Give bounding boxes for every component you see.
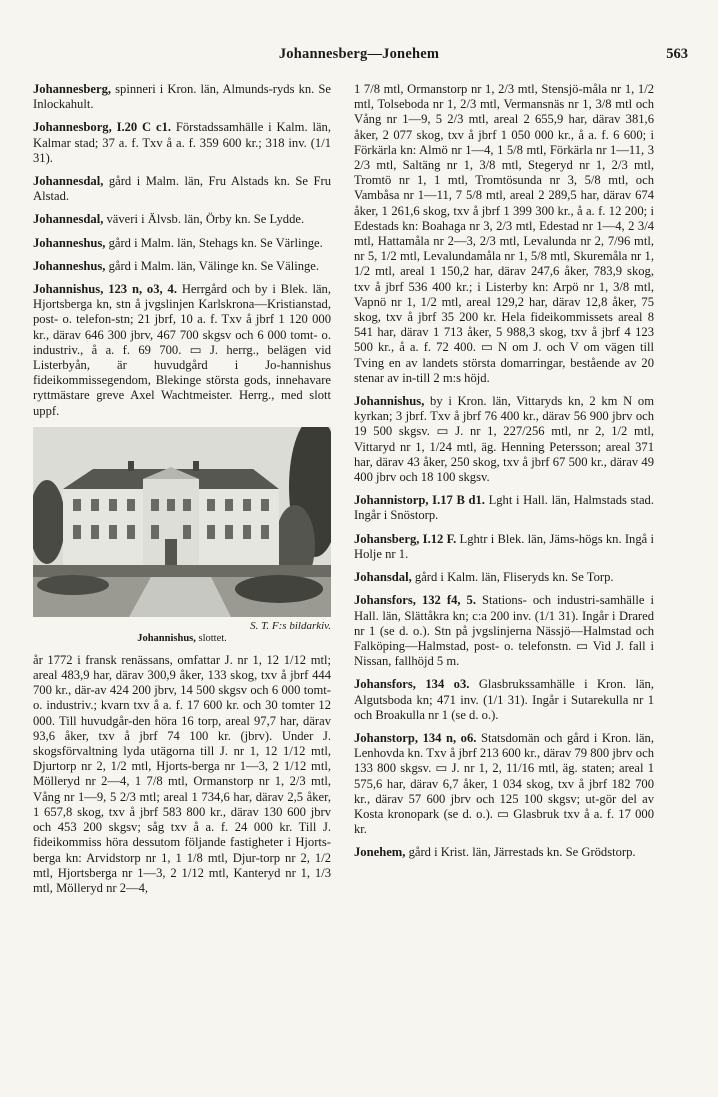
left-column bbox=[33, 82, 331, 904]
running-title: Johannesberg—Jonehem bbox=[278, 46, 440, 62]
entry-text: gård i Malm. län, Stehags kn. Se Värlinge. bbox=[105, 235, 323, 250]
entry bbox=[354, 82, 654, 386]
entry bbox=[33, 82, 331, 112]
entry-headword: Johannesberg, bbox=[33, 82, 112, 96]
entry-headword: Johanneshus, bbox=[33, 235, 106, 250]
entry-text: 1 7/8 mtl, Ormanstorp nr 1, 2/3 mtl, Stensjö-måla nr 1, 1/2 mtl, Tolseboda nr 1, 2/3 mtl, Vermansnäs nr 1, 3/8 mtl och Vång nr 1—9, 5 2/3 mtl, areal 2 655,9 har, därav 381,6 åker, 2 077 skog, txv å jbrf 1 050 000 kr., å a. f. 6 600; i Förkärla kn: Almö nr 1—4, 1 5/8 mtl, Förkärla nr 1—11, 3 2/3 mtl, Saltäng nr 1, 3/8 mtl, Stegeryd nr 1, 2/3 mtl, Tromtö nr 1, 1 mtl, Tromtösunda nr 3, 5/8 mtl, och Vambåsa nr 1—11, 7 5/8 mtl, areal 2 289,5 har, därav 674 åker, 1 261,6 skog, txv å jbrf 1 399 300 kr., å a. f. 12 200; i Edestads kn: Boahaga nr 3, 2/3 mtl, Edestad nr 1—4, 2 3/4 mtl, Hattamåla nr 2—3, 2/3 mtl, Levalunda nr 2, 7/96 mtl, nr 5, 1/2 mtl, Levalundamåla nr 1, 5/8 mtl, Skuremåla nr 1, 1/2 mtl, areal 1 150,2 har, därav 247,6 åker, 783,9 skog, txv å jbrf 536 400 kr.; i Listerby kn: Arpö nr 1, 3/8 mtl, Vapnö nr 1, 1/2 mtl, areal 129,2 har, därav 12,8 åker, 75 skog, txv å jbrf 35 200 kr. Hela fideikommissets areal 8 541 har, därav 1 713 åker, 5 988,3 skog, txv å jbrf 4 123 500 kr., å a. f. 72 400. ▭ N om J. och V om vägen till Tving en av landets största domarringar, bestående av 20 stenar av in-till 2 m:s höjd. bbox=[354, 82, 654, 385]
entry-headword: Johannesborg, I.20 C c1. bbox=[33, 120, 172, 135]
entry bbox=[354, 493, 654, 523]
entry-text: spinneri i Kron. län, Almunds-ryds kn. Se Inlockahult. bbox=[33, 82, 331, 112]
entry-headword: Jonehem, bbox=[354, 845, 406, 860]
entry-headword: Johanstorp, 134 n, o6. bbox=[354, 730, 477, 745]
entry-headword: Johannishus, 123 n, o3, 4. bbox=[33, 282, 177, 297]
entry-text: Stations- och industri-samhälle i Hall. län, Slättåkra kn; c:a 200 inv. (1/1 31). Ingår i Drared nr 1 (se d. o.). Stn på jvgslinjerna Nässjö—Halmstad och Falköping—Halmstad, post- o. telefonstn. ▭ Vid J. fall i Nissan, fallhöjd 5 m. bbox=[354, 593, 654, 669]
entry-headword: Johannishus, bbox=[354, 394, 425, 409]
entry bbox=[354, 394, 654, 485]
caption-rest: slottet. bbox=[195, 632, 227, 644]
entry bbox=[33, 120, 331, 166]
entry bbox=[354, 593, 654, 669]
entry-text: Lght i Hall. län, Halmstads stad. Ingår i Snöstorp. bbox=[354, 493, 654, 523]
entry-text: Förstadssamhälle i Kalm. län, Kalmar stad; 37 a. f. Txv å a. f. 359 600 kr.; 318 inv. (1/1 31). bbox=[33, 120, 331, 165]
right-column bbox=[354, 82, 654, 869]
entry-headword: Johannesdal, bbox=[33, 174, 104, 189]
entry-text: gård i Malm. län, Fru Alstads kn. Se Fru Alstad. bbox=[33, 174, 331, 204]
entry bbox=[354, 532, 654, 562]
entry bbox=[33, 236, 331, 251]
entry-text: Statsdomän och gård i Kron. län, Lenhovda kn. Txv å jbrf 213 600 kr., därav 79 800 jbrv och 133 800 skgsv. ▭ J. nr 1, 2, 11/16 mtl, äg. staten; areal 1 575,6 har, därav 6,7 åker, 1 034 skog, txv å jbrf 182 700 kr., därav 57 600 jbrv och 125 100 skgsv; ut-gör del av Kosta kronopark (se d. o.). ▭ Glasbruk txv å a. f. 17 000 kr. bbox=[354, 730, 654, 837]
entry bbox=[354, 731, 654, 837]
entry bbox=[354, 845, 654, 860]
entry-text: väveri i Älvsb. län, Örby kn. Se Lydde. bbox=[103, 212, 305, 227]
entry bbox=[33, 282, 331, 419]
castle-photo-drawing bbox=[33, 427, 331, 617]
entry bbox=[33, 259, 331, 274]
entry-text: gård i Malm. län, Välinge kn. Se Välinge. bbox=[105, 258, 320, 273]
entry-text: Lghtr i Blek. län, Jäms-högs kn. Ingå i Holje nr 1. bbox=[354, 531, 654, 561]
castle-photo bbox=[33, 427, 331, 617]
entry-headword: Johansfors, 134 o3. bbox=[354, 677, 470, 692]
entry-text: Glasbrukssamhälle i Kron. län, Algutsboda kn; 471 inv. (1/1 31). Ingår i Sutarekulla nr 1 och Broakulla nr 1 (se d. o.). bbox=[354, 677, 654, 722]
entry-headword: Johansberg, I.12 F. bbox=[354, 531, 457, 546]
entry-headword: Johannistorp, I.17 B d1. bbox=[354, 493, 485, 508]
photo-caption bbox=[33, 633, 331, 645]
entry bbox=[33, 174, 331, 204]
entry-headword: Johannesdal, bbox=[33, 212, 104, 227]
photo-credit: S. T. F:s bildarkiv. bbox=[250, 619, 331, 632]
entry-headword: Johansdal, bbox=[354, 570, 412, 585]
entry-headword: Johansfors, 132 f4, 5. bbox=[354, 593, 476, 608]
entry bbox=[354, 570, 654, 585]
entry-text: by i Kron. län, Vittaryds kn, 2 km N om kyrkan; 3 jbrf. Txv å jbrf 76 400 kr., därav 56 900 jbrv och 19 500 skgsv. ▭ J. nr 1, 227/256 mtl, nr 2, 1/2 mtl, Vittaryd nr 1, 1/24 mtl, äg. Henning Petersson; areal 371 har, därav 43 åker, 250 skog, txv å jbrf 67 500 kr., därav 49 400 jbrv och 18 100 skgsv. bbox=[354, 394, 654, 485]
caption-bold: Johannishus, bbox=[137, 632, 196, 644]
entry-continuation: år 1772 i fransk renässans, omfattar J. nr 1, 12 1/12 mtl; areal 483,9 har, därav 300,9 åker, 133 skog, txv å jbrf 444 700 kr., där-av 424 200 jbrv, 14 500 skgsv och 6 000 tomt- o. industriv.; kvarn txv å a. f. 17 600 kr. och 30 tomter 12 000. Till huvudgår-den höra 16 torp, areal 97,7 har, därav 93,6 åker, txv å jbrf 74 100 kr. (jbrv). Under J. skogsförvaltning lyda utägorna till J. nr 1, 12 1/12 mtl, Djurtorp nr 2, 1/2 mtl, Hjorts-berga nr 1—3, 2 1/12 mtl, Mölleryd nr 2—4, 1 7/8 mtl, Ormanstorp nr 1, 2/3 mtl, Vång nr 1—9, 5 2/3 mtl; areal 1 734,6 har, därav 2,5 åker, 1 657,8 skog, txv å jbrf 583 800 kr., därav 130 600 jbrv och 453 200 skgsv; såg txv å a. f. 24 000 kr. Till J. fideikommiss höra dessutom följande fastigheter i Hjorts-berga kn: Arvidstorp nr 1, 1 1/8 mtl, Djur-torp nr 2, 1/2 mtl, Hjortsberga nr 1—3, 2 1/12 mtl, Kanteryd nr 1, 1/3 mtl, Mölleryd nr 2—4, bbox=[33, 652, 331, 895]
figure bbox=[33, 427, 331, 645]
entry-text: Herrgård och by i Blek. län, Hjortsberga kn, stn å jvgslinjen Karlskrona—Kristianstad, post- o. telefon-stn; 21 jbrf, 10 a. f. Txv å jbrf 1 120 000 kr., därav 646 300 jbrv, 467 700 skgsv och 6 000 tomt- o. industriv., å a. f. 69 700. ▭ J. herrg., belägen vid Listerbyån, är huvudgård i Jo-hannishus fideikommissegendom, Blekinge största gods, innehavare ryttmästare greve Axel Wachtmeister. Herrg., med slott uppf. bbox=[33, 282, 331, 418]
entry bbox=[354, 677, 654, 723]
entry-text: gård i Krist. län, Järrestads kn. Se Grödstorp. bbox=[405, 845, 636, 860]
entry-headword: Johanneshus, bbox=[33, 258, 106, 273]
entry-text: gård i Kalm. län, Fliseryds kn. Se Torp. bbox=[411, 570, 614, 585]
entry bbox=[33, 212, 331, 227]
page-number: 563 bbox=[666, 46, 688, 62]
